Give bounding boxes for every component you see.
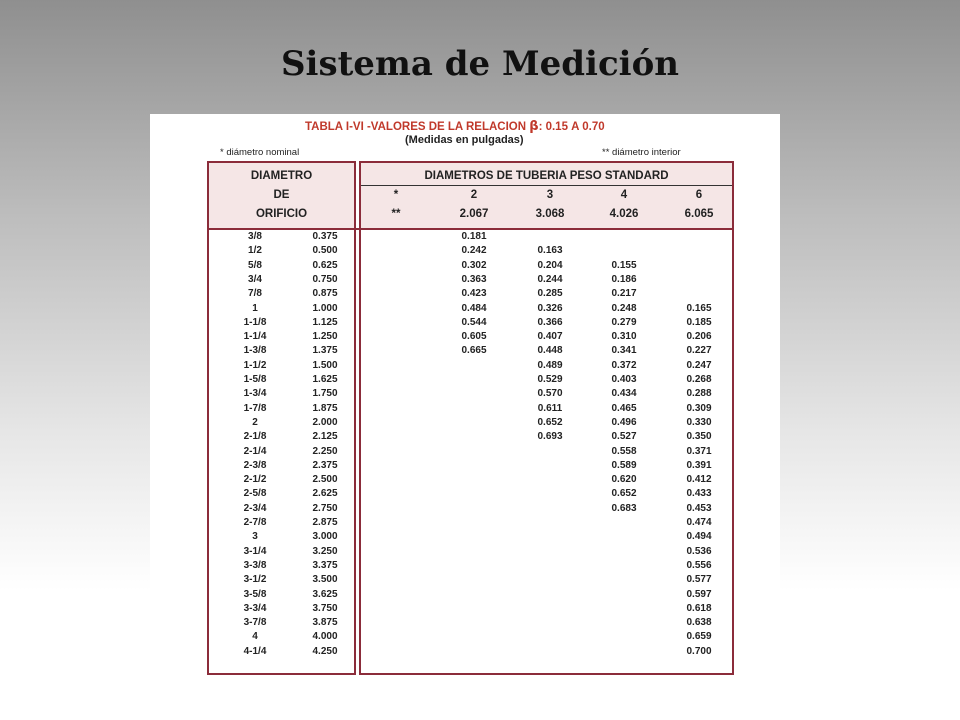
table-row (150, 417, 780, 431)
orifice-fraction: 3-1/2 (243, 574, 267, 586)
orifice-fraction: 1 (252, 302, 258, 314)
orifice-decimal: 1.625 (312, 374, 338, 385)
orifice-decimal: 2.875 (312, 517, 338, 528)
table-subtitle: (Medidas en pulgadas) (405, 134, 524, 146)
beta-pipe-6: 0.597 (686, 588, 712, 600)
beta-pipe-6: 0.433 (686, 488, 712, 500)
beta-pipe-4: 0.217 (611, 288, 637, 300)
orifice-decimal: 1.875 (312, 402, 338, 414)
orifice-fraction: 2-3/8 (243, 459, 267, 471)
beta-pipe-4: 0.496 (611, 416, 637, 428)
table-row (150, 446, 780, 460)
table-row (150, 374, 780, 388)
orifice-fraction: 1-1/4 (243, 331, 267, 343)
beta-pipe-6: 0.474 (686, 517, 712, 528)
note-interior: ** diámetro interior (602, 147, 681, 158)
orifice-fraction: 3-7/8 (243, 617, 267, 629)
orifice-fraction: 3/4 (248, 273, 262, 285)
beta-pipe-6: 0.412 (686, 474, 712, 486)
orifice-fraction: 5/8 (248, 259, 262, 271)
beta-pipe-4: 0.527 (611, 431, 637, 443)
orifice-decimal: 4.000 (312, 631, 338, 643)
table-row (150, 231, 780, 245)
orifice-fraction: 3-3/8 (243, 559, 267, 571)
header-diametro: DIAMETRO (250, 170, 313, 182)
orifice-decimal: 1.750 (312, 388, 338, 400)
table-row (150, 403, 780, 417)
table-row (150, 317, 780, 331)
nominal-size-2: 2 (470, 189, 478, 201)
orifice-decimal: 2.250 (312, 445, 338, 457)
table-row (150, 474, 780, 488)
orifice-decimal: 1.000 (312, 302, 338, 314)
orifice-decimal: 2.125 (312, 431, 338, 443)
table-row (150, 546, 780, 560)
orifice-decimal: 3.250 (312, 545, 338, 557)
note-nominal: * diámetro nominal (220, 147, 300, 158)
beta-pipe-2: 0.484 (461, 302, 487, 314)
beta-pipe-3: 0.529 (537, 374, 563, 385)
beta-pipe-4: 0.310 (611, 331, 637, 343)
orifice-fraction: 2-3/4 (243, 502, 267, 514)
table-row (150, 245, 780, 259)
orifice-fraction: 4-1/4 (243, 645, 267, 657)
slide-title: Sistema de Medición (280, 44, 679, 84)
beta-pipe-6: 0.330 (686, 416, 712, 428)
nominal-size-3: 3 (546, 189, 554, 201)
beta-pipe-3: 0.448 (537, 345, 563, 357)
beta-pipe-3: 0.407 (537, 331, 563, 343)
beta-pipe-3: 0.611 (537, 402, 563, 414)
beta-pipe-3: 0.204 (537, 259, 563, 271)
beta-pipe-4: 0.186 (611, 273, 637, 285)
orifice-decimal: 3.625 (312, 588, 338, 600)
beta-pipe-6: 0.453 (686, 502, 712, 514)
orifice-fraction: 1/2 (248, 245, 262, 257)
table-row (150, 488, 780, 502)
beta-pipe-3: 0.570 (537, 388, 563, 400)
beta-pipe-2: 0.665 (461, 345, 487, 357)
beta-pipe-4: 0.341 (611, 345, 637, 357)
beta-pipe-6: 0.371 (686, 445, 712, 457)
orifice-fraction: 2-1/2 (243, 474, 267, 486)
orifice-fraction: 2-1/4 (243, 445, 267, 457)
orifice-decimal: 1.375 (312, 345, 338, 357)
table-row (150, 460, 780, 474)
beta-pipe-4: 0.589 (611, 459, 637, 471)
table-row (150, 288, 780, 302)
table-row (150, 331, 780, 345)
beta-pipe-2: 0.242 (461, 245, 487, 257)
orifice-fraction: 2-1/8 (243, 431, 267, 443)
interior-size-6: 6.065 (684, 208, 714, 220)
beta-pipe-6: 0.185 (686, 316, 712, 328)
beta-pipe-6: 0.556 (686, 559, 712, 571)
beta-pipe-2: 0.302 (461, 259, 487, 271)
table-row (150, 531, 780, 545)
beta-ratio-table-image (150, 114, 780, 678)
table-row (150, 360, 780, 374)
orifice-fraction: 2 (252, 416, 258, 428)
table-row (150, 260, 780, 274)
beta-pipe-4: 0.652 (611, 488, 637, 500)
header-orificio: ORIFICIO (255, 208, 308, 220)
orifice-fraction: 2-5/8 (243, 488, 267, 500)
beta-pipe-2: 0.605 (461, 331, 487, 343)
beta-pipe-4: 0.248 (611, 302, 637, 314)
beta-pipe-3: 0.366 (537, 316, 563, 328)
interior-size-3: 3.068 (535, 208, 565, 220)
beta-pipe-4: 0.403 (611, 374, 637, 385)
beta-pipe-4: 0.683 (611, 502, 637, 514)
orifice-fraction: 2-7/8 (243, 517, 267, 528)
orifice-decimal: 2.750 (312, 502, 338, 514)
orifice-fraction: 4 (252, 631, 258, 643)
orifice-decimal: 3.000 (312, 531, 338, 543)
nominal-size-4: 4 (620, 189, 628, 201)
nominal-size-6: 6 (695, 189, 703, 201)
beta-pipe-6: 0.618 (686, 602, 712, 614)
beta-pipe-6: 0.494 (686, 531, 712, 543)
table-row (150, 631, 780, 645)
interior-size-2: 2.067 (459, 208, 489, 220)
beta-pipe-6: 0.700 (686, 645, 712, 657)
nominal-marker: * (393, 189, 399, 201)
beta-symbol: β (529, 119, 539, 134)
orifice-fraction: 3-5/8 (243, 588, 267, 600)
orifice-fraction: 3-3/4 (243, 602, 267, 614)
beta-pipe-6: 0.268 (686, 374, 712, 385)
beta-pipe-2: 0.363 (461, 273, 487, 285)
orifice-decimal: 3.500 (312, 574, 338, 586)
orifice-fraction: 7/8 (248, 288, 262, 300)
orifice-fraction: 1-1/8 (243, 316, 267, 328)
table-row (150, 603, 780, 617)
beta-pipe-3: 0.489 (537, 359, 563, 371)
orifice-decimal: 0.375 (312, 231, 338, 242)
beta-pipe-6: 0.350 (686, 431, 712, 443)
table-row (150, 431, 780, 445)
table-row (150, 589, 780, 603)
beta-pipe-3: 0.652 (537, 416, 563, 428)
header-pipe-diameters: DIAMETROS DE TUBERIA PESO STANDARD (424, 170, 669, 182)
table-row (150, 503, 780, 517)
beta-pipe-3: 0.326 (537, 302, 563, 314)
orifice-decimal: 4.250 (312, 645, 338, 657)
beta-pipe-6: 0.288 (686, 388, 712, 400)
table-row (150, 345, 780, 359)
orifice-decimal: 3.375 (312, 559, 338, 571)
table-row (150, 388, 780, 402)
beta-pipe-4: 0.558 (611, 445, 637, 457)
orifice-fraction: 1-7/8 (243, 402, 267, 414)
beta-pipe-2: 0.423 (461, 288, 487, 300)
orifice-fraction: 3/8 (248, 231, 262, 242)
table-row (150, 617, 780, 631)
beta-pipe-2: 0.544 (461, 316, 487, 328)
table-title: TABLA I-VI -VALORES DE LA RELACION β: 0.15 A 0.70 (305, 119, 605, 134)
orifice-fraction: 3-1/4 (243, 545, 267, 557)
beta-pipe-4: 0.620 (611, 474, 637, 486)
orifice-decimal: 0.500 (312, 245, 338, 257)
beta-pipe-3: 0.244 (537, 273, 563, 285)
orifice-fraction: 1-3/8 (243, 345, 267, 357)
header-de: DE (273, 189, 290, 201)
orifice-decimal: 2.000 (312, 416, 338, 428)
beta-pipe-6: 0.206 (686, 331, 712, 343)
orifice-decimal: 0.875 (312, 288, 338, 300)
beta-pipe-3: 0.693 (537, 431, 563, 443)
beta-pipe-6: 0.638 (686, 617, 712, 629)
orifice-decimal: 3.750 (312, 602, 338, 614)
table-row (150, 517, 780, 531)
beta-pipe-3: 0.285 (537, 288, 563, 300)
orifice-decimal: 2.625 (312, 488, 338, 500)
orifice-fraction: 1-3/4 (243, 388, 267, 400)
beta-pipe-6: 0.247 (686, 359, 712, 371)
beta-pipe-6: 0.165 (686, 302, 712, 314)
beta-pipe-3: 0.163 (537, 245, 563, 257)
beta-pipe-6: 0.659 (686, 631, 712, 643)
table-row (150, 303, 780, 317)
table-row (150, 646, 780, 660)
orifice-decimal: 3.875 (312, 617, 338, 629)
beta-pipe-4: 0.155 (611, 259, 637, 271)
orifice-decimal: 0.625 (312, 259, 338, 271)
beta-pipe-4: 0.434 (611, 388, 637, 400)
beta-pipe-6: 0.227 (686, 345, 712, 357)
orifice-decimal: 1.125 (312, 316, 338, 328)
beta-pipe-4: 0.372 (611, 359, 637, 371)
orifice-decimal: 1.500 (312, 359, 338, 371)
orifice-decimal: 2.500 (312, 474, 338, 486)
orifice-decimal: 0.750 (312, 273, 338, 285)
beta-pipe-6: 0.391 (686, 459, 712, 471)
interior-size-4: 4.026 (609, 208, 639, 220)
beta-pipe-6: 0.309 (686, 402, 712, 414)
table-row (150, 574, 780, 588)
table-row (150, 274, 780, 288)
orifice-fraction: 1-1/2 (243, 359, 267, 371)
orifice-fraction: 1-5/8 (243, 374, 267, 385)
interior-marker: ** (391, 208, 401, 220)
beta-pipe-4: 0.465 (611, 402, 637, 414)
beta-pipe-6: 0.536 (686, 545, 712, 557)
table-row (150, 560, 780, 574)
beta-pipe-4: 0.279 (611, 316, 637, 328)
beta-pipe-6: 0.577 (686, 574, 712, 586)
orifice-decimal: 2.375 (312, 459, 338, 471)
orifice-decimal: 1.250 (312, 331, 338, 343)
orifice-fraction: 3 (252, 531, 258, 543)
beta-pipe-2: 0.181 (461, 231, 487, 242)
